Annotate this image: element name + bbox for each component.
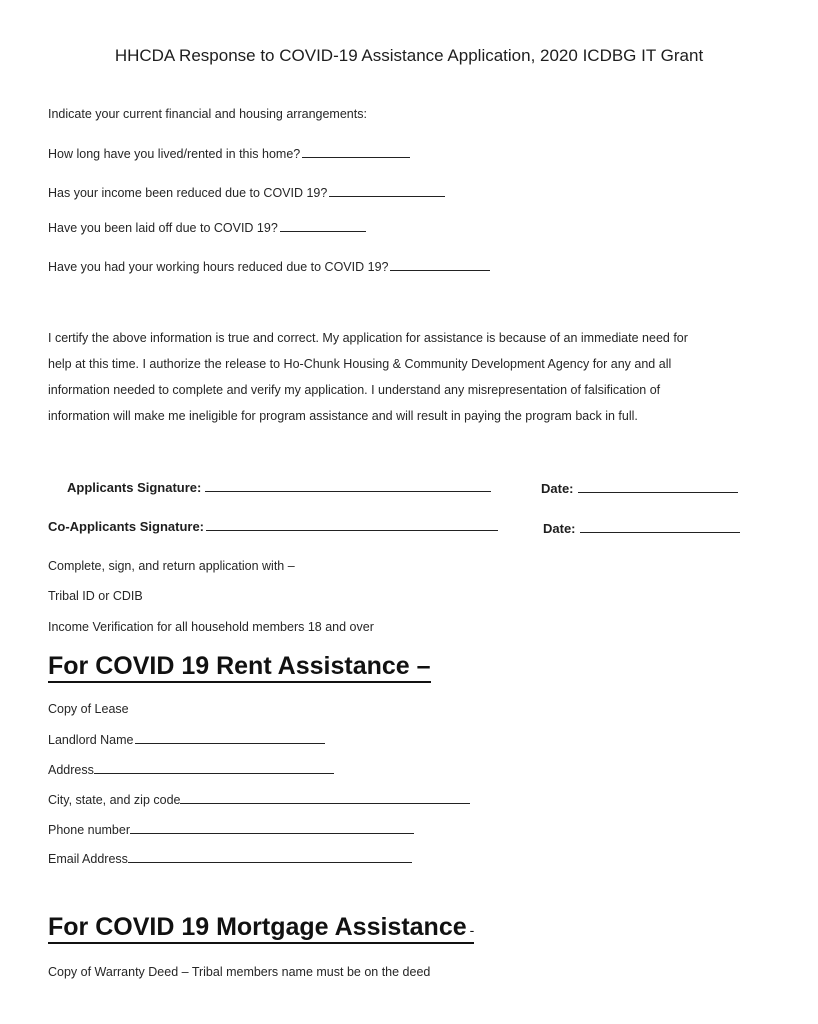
return-item-income-verification: Income Verification for all household members 18 and over	[48, 620, 374, 634]
financial-intro: Indicate your current financial and housing arrangements:	[48, 107, 367, 121]
rent-phone-row	[48, 822, 414, 837]
coapplicant-signature-row	[48, 519, 498, 534]
page-title: HHCDA Response to COVID-19 Assistance Application, 2020 ICDBG IT Grant	[114, 46, 704, 65]
email-address-line[interactable]	[128, 851, 412, 863]
certification-line: I certify the above information is true and correct. My application for assistance is because of an immediate need for	[48, 331, 688, 345]
certification-line: help at this time. I authorize the release to Ho-Chunk Housing & Community Development Agency for any and all	[48, 357, 672, 371]
mortgage-heading	[48, 913, 474, 942]
question-label: Have you been laid off due to COVID 19?	[48, 221, 278, 235]
mortgage-heading-label: For COVID 19 Mortgage Assistance	[48, 913, 467, 941]
rent-email-label: Email Address	[48, 852, 128, 866]
rent-address-label: Address	[48, 763, 94, 777]
rent-landlord-row	[48, 732, 325, 747]
certification-line: information will make me ineligible for program assistance and will result in paying the program back in full.	[48, 409, 638, 423]
applicant-date-row	[541, 481, 738, 496]
certification-line: information needed to complete and verify my application. I understand any misrepresentation of falsification of	[48, 383, 661, 397]
answer-laid-off-line[interactable]	[280, 220, 366, 232]
rent-city-label: City, state, and zip code	[48, 793, 181, 807]
question-label: How long have you lived/rented in this home?	[48, 147, 301, 161]
rent-item-lease: Copy of Lease	[48, 702, 129, 716]
rent-email-row	[48, 851, 412, 866]
rent-heading-text: For COVID 19 Rent Assistance –	[48, 652, 431, 683]
coapplicant-date-row	[543, 521, 740, 536]
applicant-signature-line[interactable]	[205, 480, 491, 492]
city-state-zip-line[interactable]	[180, 792, 470, 804]
coapplicant-date-line[interactable]	[580, 521, 740, 533]
coapplicant-signature-label: Co-Applicants Signature:	[48, 519, 205, 534]
return-item-tribal-id: Tribal ID or CDIB	[48, 589, 143, 603]
return-instruction: Complete, sign, and return application with –	[48, 559, 295, 573]
applicant-signature-label: Applicants Signature:	[67, 480, 202, 495]
applicant-date-line[interactable]	[578, 481, 738, 493]
question-income-reduced	[48, 185, 445, 200]
date-label: Date:	[541, 481, 574, 496]
date-label: Date:	[543, 521, 576, 536]
answer-lived-duration-line[interactable]	[302, 146, 410, 158]
rent-address-row	[48, 762, 334, 777]
mortgage-item-deed: Copy of Warranty Deed – Tribal members name must be on the deed	[48, 965, 431, 979]
rent-city-row	[48, 792, 470, 807]
rent-phone-label: Phone number	[48, 823, 131, 837]
question-label: Have you had your working hours reduced due to COVID 19?	[48, 260, 389, 274]
landlord-name-line[interactable]	[135, 732, 325, 744]
mortgage-heading-dash: -	[469, 922, 475, 938]
question-lived-duration	[48, 146, 410, 161]
mortgage-heading-text	[48, 913, 474, 944]
rent-landlord-label: Landlord Name	[48, 733, 134, 747]
question-label: Has your income been reduced due to COVID 19?	[48, 186, 328, 200]
certification-paragraph	[48, 325, 778, 429]
coapplicant-signature-line[interactable]	[206, 519, 498, 531]
address-line[interactable]	[94, 762, 334, 774]
phone-number-line[interactable]	[130, 822, 414, 834]
rent-heading	[48, 652, 431, 681]
answer-income-reduced-line[interactable]	[329, 185, 445, 197]
answer-hours-reduced-line[interactable]	[390, 259, 490, 271]
question-hours-reduced	[48, 259, 490, 274]
applicant-signature-row	[67, 480, 491, 495]
question-laid-off	[48, 220, 366, 235]
